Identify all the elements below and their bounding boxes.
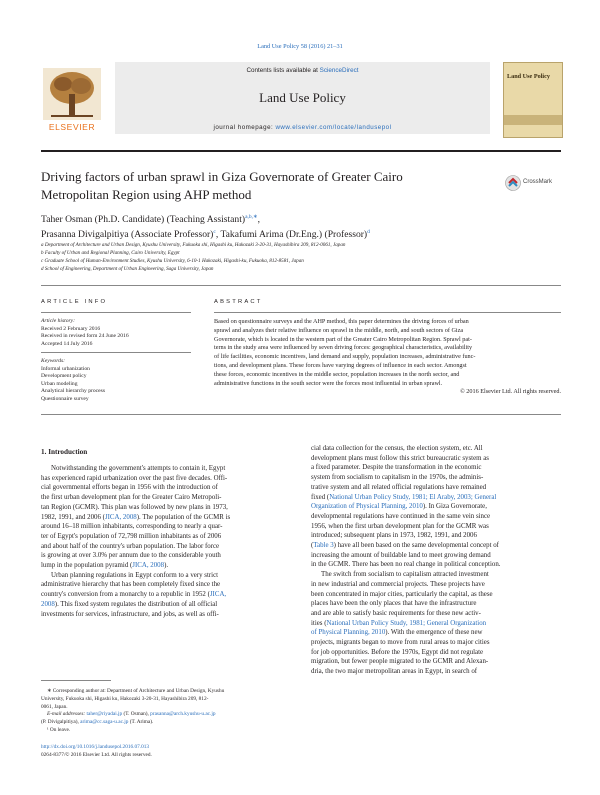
citation-link[interactable]: JICA, 2008 bbox=[104, 513, 137, 521]
keyword-item: Urban modeling bbox=[41, 380, 78, 387]
citation-link[interactable]: of Physical Planning, 2010 bbox=[311, 629, 386, 637]
title-line-2: Metropolitan Region using AHP method bbox=[41, 187, 252, 202]
left-line: around 16–18 million inhabitants, corresponding to nearly a quar- bbox=[41, 523, 223, 531]
right-text: ( bbox=[311, 542, 314, 550]
abstract-line: administrative functions in the south sector were the forces most influential in urban sprawl. bbox=[214, 379, 443, 387]
abstract-line: tions, and development plans. These forces have varying degrees of influence in each sector. Amongst bbox=[214, 361, 467, 369]
footnote-emails-2 bbox=[41, 719, 295, 727]
abstract-line: of life facilities, economic incentives, land demand and supply, population increases, administrative func- bbox=[214, 353, 476, 361]
journal-title: Land Use Policy bbox=[259, 90, 346, 105]
crossmark-label: CrossMark bbox=[523, 179, 553, 185]
citation-link[interactable]: Organization of Physical Planning, 2010 bbox=[311, 503, 423, 511]
author-arima: , Takafumi Arima (Dr.Eng.) (Professor) bbox=[215, 229, 368, 241]
journal-cover bbox=[503, 62, 563, 138]
intro-heading: 1. Introduction bbox=[41, 448, 88, 456]
affiliation-rule bbox=[41, 285, 561, 286]
left-line bbox=[41, 513, 295, 523]
doi-link[interactable]: http://dx.doi.org/10.1016/j.landusepol.2016.07.013 bbox=[41, 744, 150, 750]
email-owner: (P. Divigalpitiya), bbox=[41, 719, 81, 726]
right-text: ) have all been based on the same developmental concept of bbox=[333, 542, 499, 550]
right-text: ). With the emergence of these new bbox=[385, 629, 483, 637]
intro-right-column bbox=[311, 444, 561, 677]
abstract-body bbox=[214, 318, 561, 397]
abstract-copyright: © 2016 Elsevier Ltd. All rights reserved. bbox=[460, 388, 561, 396]
abstract-end-rule bbox=[41, 414, 561, 415]
right-line: for job opportunities. Before the 1970s, Egypt did not regulate bbox=[311, 648, 484, 656]
left-line: administrative hierarchy that has been completely fixed since the bbox=[41, 581, 221, 589]
crossmark-badge[interactable] bbox=[505, 175, 561, 191]
left-line: and about half of the country's urban population. The labor force bbox=[41, 542, 220, 550]
right-line: development plans must follow this strict bureaucratic system as bbox=[311, 454, 489, 462]
right-line bbox=[311, 628, 561, 638]
left-text: ). The population of the GCMR is bbox=[136, 513, 231, 521]
right-line: in new industrial and commercial projects. These projects have bbox=[311, 580, 485, 588]
right-line: places have been the only places that have the infrastructure bbox=[311, 600, 477, 608]
left-line: Notwithstanding the government's attempts to contain it, Egypt bbox=[51, 465, 226, 472]
right-line: and are able to satisfy basic requirements for these new activ- bbox=[311, 609, 481, 617]
history-label: Article history: bbox=[41, 318, 76, 324]
right-text: fixed ( bbox=[311, 493, 330, 501]
article-history bbox=[41, 318, 191, 348]
email-link-arima[interactable]: arima@cc.saga-u.ac.jp bbox=[80, 719, 129, 726]
right-line: The switch from socialism to capitalism attracted investment bbox=[321, 571, 489, 579]
crossmark-icon bbox=[505, 175, 521, 191]
right-line bbox=[311, 541, 561, 551]
left-text: lump in the population pyramid ( bbox=[41, 562, 133, 570]
table-link[interactable]: Table 3 bbox=[313, 542, 334, 550]
right-line: trative system and all related official regulations have remained bbox=[311, 483, 487, 491]
citation-link[interactable]: JICA, 2008 bbox=[132, 562, 165, 570]
homepage-prefix: journal homepage: bbox=[213, 124, 276, 131]
issn-line: 0264-8377/© 2016 Elsevier Ltd. All rights reserved. bbox=[41, 751, 152, 758]
keyword-item: Informal urbanization bbox=[41, 365, 90, 372]
left-text: ). This fixed system regulates the distribution of all official bbox=[54, 600, 218, 608]
right-line: 1956, when the first urban development plan for the GCMR was bbox=[311, 522, 489, 530]
author-arima-marker[interactable]: d bbox=[367, 229, 370, 236]
right-line: dria, the two major metropolitan areas in Egypt, in search of bbox=[311, 668, 478, 676]
article-info-rule bbox=[41, 312, 191, 313]
left-line bbox=[41, 590, 295, 600]
right-line: migration, but fewer people migrated to the GCMR and Alexan- bbox=[311, 658, 489, 666]
history-accepted: Accepted 14 July 2016 bbox=[41, 340, 93, 347]
right-line: in the GCMR. There has been no real change in political conception. bbox=[311, 561, 501, 569]
abstract-line: these forces, economic incentives in the middle sector, population increases in the north sector, and bbox=[214, 370, 460, 378]
affiliation-d: d School of Engineering, Department of Urban Engineering, Saga University, Japan bbox=[41, 266, 214, 272]
affiliation-b: b Faculty of Urban and Regional Planning, Cairo University, Egypt bbox=[41, 250, 180, 256]
left-line bbox=[41, 600, 295, 610]
abstract-line: sprawl and analyzes their relative influence on sprawl in the middle, north, and south sectors of Giza bbox=[214, 326, 464, 334]
history-revised: Received in revised form 24 June 2016 bbox=[41, 333, 129, 340]
email-owner: (T. Arima). bbox=[128, 719, 154, 726]
keyword-item: Development policy bbox=[41, 373, 87, 380]
author-osman: Taher Osman (Ph.D. Candidate) (Teaching Assistant) bbox=[41, 214, 246, 226]
header-rule bbox=[41, 150, 561, 152]
right-text: ities ( bbox=[311, 619, 327, 627]
left-line: investments for services, infrastructure, and jobs, as well as offi- bbox=[41, 610, 219, 618]
article-title bbox=[41, 168, 481, 204]
keyword-item: Questionnaire survey bbox=[41, 395, 89, 402]
footnote-rule bbox=[41, 680, 111, 681]
right-line bbox=[311, 502, 561, 512]
journal-header bbox=[41, 62, 561, 144]
elsevier-logo bbox=[41, 66, 103, 134]
left-text: 1982, 1991, and 2006 ( bbox=[41, 513, 105, 521]
left-line: Urban planning regulations in Egypt conform to a very strict bbox=[51, 571, 219, 579]
email-label: E-mail addresses: bbox=[47, 711, 87, 718]
left-line: the first urban development plan for the Greater Cairo Metropoli- bbox=[41, 494, 222, 502]
authors bbox=[41, 211, 481, 241]
left-line: has experienced rapid urbanization over the past five decades. Offi- bbox=[41, 474, 228, 482]
article-identifiers bbox=[41, 744, 295, 760]
header-banner bbox=[115, 62, 490, 134]
footnote-on-leave: ¹ On leave. bbox=[47, 726, 71, 733]
abstract-line: Governorate, which is located in the western part of the Greater Cairo Metropolitan Region. Sprawl pat- bbox=[214, 335, 472, 343]
right-line: developmental regulations have continued in the same vein since bbox=[311, 512, 491, 520]
right-line: introduced; subsequent plans in 1973, 1982, 1991, and 2006 bbox=[311, 532, 477, 540]
footnotes bbox=[41, 688, 295, 735]
title-line-1: Driving factors of urban sprawl in Giza Governorate of Greater Cairo bbox=[41, 169, 403, 184]
left-line: cial governmental efforts began in 1956 with the introduction of bbox=[41, 484, 218, 492]
keywords-label: Keywords: bbox=[41, 358, 66, 364]
left-line bbox=[41, 561, 295, 571]
elsevier-wordmark: ELSEVIER bbox=[48, 122, 96, 132]
right-text: ). In Giza Governorate, bbox=[422, 503, 487, 511]
email-owner: (T. Osman), bbox=[122, 711, 151, 718]
citation-link[interactable]: JICA, bbox=[209, 591, 227, 599]
sciencedirect-link[interactable]: ScienceDirect bbox=[319, 67, 359, 74]
email-link-osman[interactable]: taher@riyadai.jp bbox=[86, 711, 123, 718]
right-line: projects, migrants began to move from rural areas to major cities bbox=[311, 639, 490, 647]
left-text: country's conversion from a monarchy to a republic in 1952 ( bbox=[41, 591, 210, 599]
author-divigalpitiya: Prasanna Divigalpitiya (Associate Professor) bbox=[41, 229, 214, 241]
homepage-link[interactable]: www.elsevier.com/locate/landusepol bbox=[275, 124, 392, 131]
journal-reference[interactable]: Land Use Policy 58 (2016) 21–31 bbox=[257, 43, 343, 50]
left-line: tan Region (GCMR). This plan was followed by new plans in 1973, bbox=[41, 503, 228, 511]
citation-link[interactable]: National Urban Policy Study, 1981; General Organization bbox=[326, 619, 487, 627]
right-line: been concentrated in major cities, particularly the capital, as these bbox=[311, 590, 493, 598]
affiliations bbox=[41, 241, 541, 273]
citation-link[interactable]: National Urban Policy Study, 1981; El Araby, 2003; General bbox=[329, 493, 497, 501]
author-osman-markers[interactable]: a,b,∗ bbox=[245, 214, 258, 220]
history-received: Received 2 February 2016 bbox=[41, 325, 101, 332]
right-line: increasing the amount of buildable land to meet growing demand bbox=[311, 551, 491, 559]
right-line bbox=[311, 619, 561, 629]
journal-homepage bbox=[115, 124, 490, 131]
authors-line-1 bbox=[41, 211, 481, 226]
footnote-corresponding-3: 0061, Japan. bbox=[41, 703, 68, 710]
authors-line-2 bbox=[41, 226, 481, 241]
keywords bbox=[41, 358, 191, 404]
affiliation-c: c Graduate School of Human-Environment Studies, Kyushu University, 6-10-1 Hakozaki, Higashi-ku, Fukuoka, 812-8581, Japan bbox=[41, 258, 304, 264]
cover-title: Land Use Policy bbox=[507, 73, 550, 80]
left-line: is growing at over 3.0% per annum due to the considerable youth bbox=[41, 552, 221, 560]
history-rule bbox=[41, 352, 191, 353]
email-link-prasanna[interactable]: prasanna@arch.kyushu-u.ac.jp bbox=[150, 711, 216, 718]
left-line: ter of Egypt's population of 72,798 million inhabitants as of 2006 bbox=[41, 532, 222, 540]
right-line bbox=[311, 493, 561, 503]
tree-icon bbox=[41, 66, 103, 122]
article-info-heading: ARTICLE INFO bbox=[41, 299, 108, 305]
citation-link[interactable]: 2008 bbox=[41, 600, 55, 608]
footnote-corresponding-2: University, Fukuoka shi, Higashi ku, Hakozaki 3-20-31, Hayashibira 209, 812- bbox=[41, 695, 209, 702]
keyword-item: Analytical hierarchy process bbox=[41, 388, 105, 395]
footnote-corresponding: ∗ Corresponding author at: Department of Architecture and Urban Design, Kyushu bbox=[47, 688, 225, 694]
author-separator: , bbox=[257, 214, 261, 226]
abstract-rule bbox=[214, 312, 561, 313]
right-line: cial data collection for the census, the election system, etc. All bbox=[311, 445, 483, 452]
right-line: a fixed parameter. Despite the transformation in the economic bbox=[311, 464, 482, 472]
abstract-heading: ABSTRACT bbox=[214, 299, 263, 305]
left-text: ). bbox=[164, 562, 169, 570]
affiliation-a: a Department of Architecture and Urban Design, Kyushu University, Fukuoka shi, Higashi ku, Hakozaki 3-20-31, Hayashibira 209, 812-0061, Japan bbox=[41, 242, 346, 248]
cover-stripe bbox=[504, 115, 562, 125]
author-divigalpitiya-marker[interactable]: c bbox=[213, 229, 216, 236]
contents-prefix: Contents lists available at bbox=[246, 67, 320, 74]
contents-available bbox=[115, 67, 490, 74]
abstract-line: terns in the study area were influenced by seven driving forces: geographical characteristics, availability bbox=[214, 344, 473, 352]
abstract-line: Based on questionnaire surveys and the AHP method, this paper determines the driving forces of urban bbox=[214, 318, 469, 325]
right-line: system from socialism to capitalism in the 1970s, the adminis- bbox=[311, 474, 484, 482]
intro-left-column bbox=[41, 464, 295, 619]
